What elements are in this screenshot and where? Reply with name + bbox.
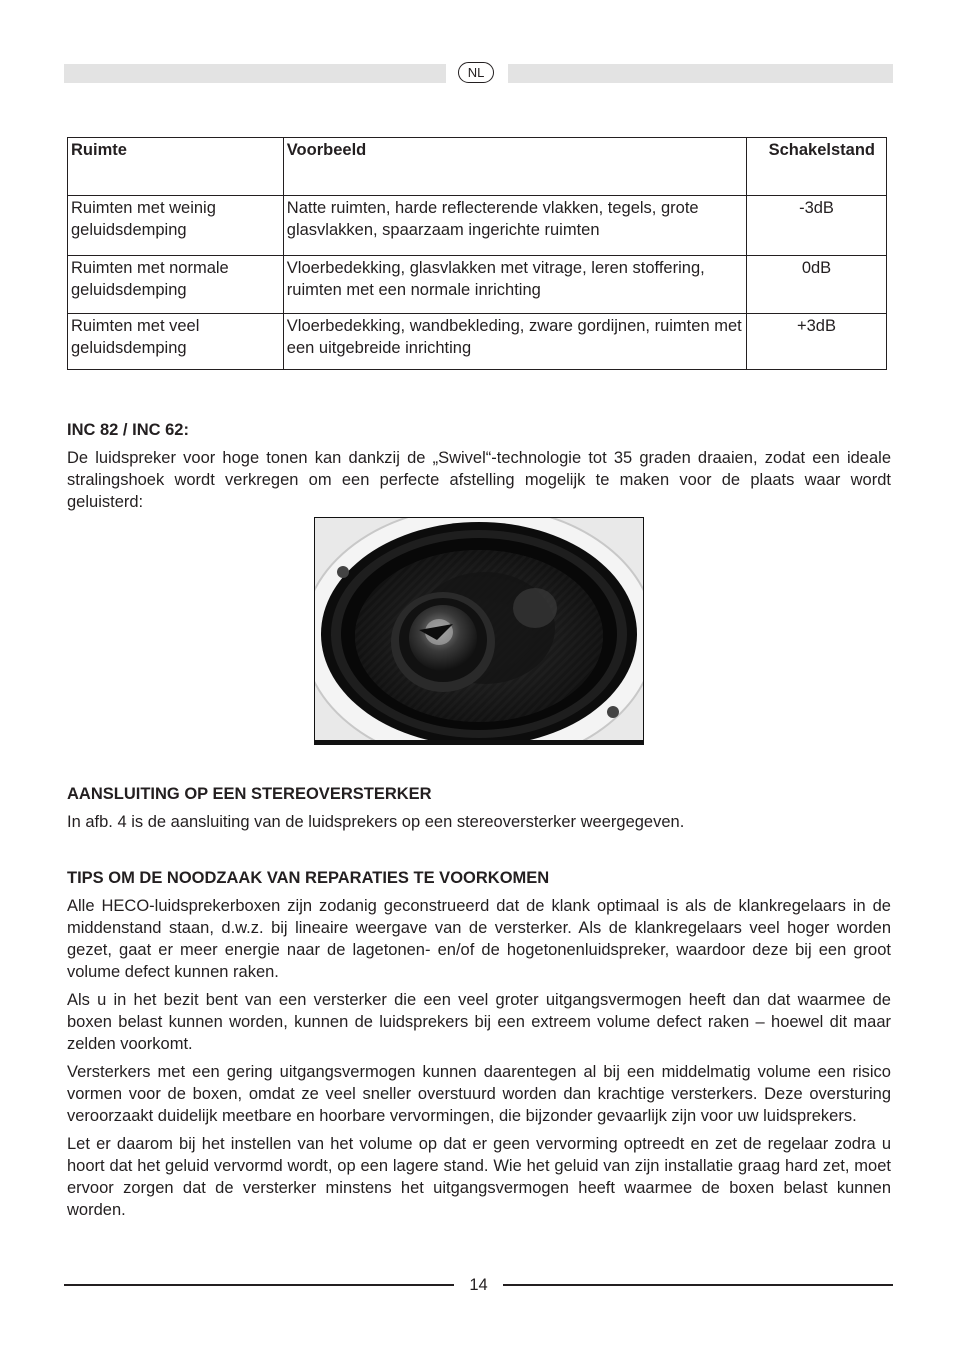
tips-heading: TIPS OM DE NOODZAAK VAN REPARATIES TE VOORKOMEN — [67, 869, 550, 887]
col-header-room: Ruimte — [68, 138, 284, 196]
setting-cell: +3dB — [747, 314, 887, 370]
room-cell: Ruimten met normale geluidsdemping — [68, 256, 284, 314]
setting-cell: 0dB — [747, 256, 887, 314]
footer-rule-right — [503, 1284, 893, 1286]
example-cell: Natte ruimten, harde reflecterende vlakken, tegels, grote glasvlakken, spaarzaam ingerichte ruimten — [283, 196, 746, 256]
col-header-setting: Schakelstand — [747, 138, 887, 196]
inc-paragraph: De luidspreker voor hoge tonen kan dankzij de „Swivel“-technologie tot 35 graden draaien, zodat een ideale stralingshoek wordt verkregen om een perfecte afstelling mogelijk te maken voor de plaats waar wordt geluisterd: — [67, 449, 891, 511]
tips-section — [67, 867, 891, 1221]
language-badge: NL — [458, 62, 494, 83]
room-acoustics-table — [67, 137, 887, 370]
table-row — [68, 314, 887, 370]
footer-rule-left — [64, 1284, 454, 1286]
tips-paragraph: Als u in het bezit bent van een versterker die een veel groter uitgangsvermogen heeft dan dat waarmee de boxen belast kunnen worden, kunnen de luidsprekers bij een extreem volume defect raken – hoewel dit maar zelden voorkomt. — [67, 991, 891, 1053]
example-cell: Vloerbedekking, glasvlakken met vitrage, leren stoffering, ruimten met een normale inrichting — [283, 256, 746, 314]
tips-paragraph: Let er daarom bij het instellen van het volume op dat er geen vervorming optreedt en zet de regelaar zodra u hoort dat het geluid vervormd wordt, op een lagere stand. Wie het geluid van zijn installatie graag hard zet, moet ervoor zorgen dat de versterker minstens het uitgangsvermogen heeft waarmee de boxen belast kunnen worden. — [67, 1135, 891, 1219]
example-cell: Vloerbedekking, wandbekleding, zware gordijnen, ruimten met een uitgebreide inrichting — [283, 314, 746, 370]
inc-section — [67, 419, 891, 513]
col-header-example: Voorbeeld — [283, 138, 746, 196]
table-row — [68, 256, 887, 314]
room-cell: Ruimten met weinig geluidsdemping — [68, 196, 284, 256]
stereo-section — [67, 783, 891, 833]
tips-paragraph: Alle HECO-luidsprekerboxen zijn zodanig geconstrueerd dat de klank optimaal is als de klankregelaars in de middenstand staan, d.w.z. bij lineaire weergave van de versterker. Als de klankregelaars veel hoger worden gezet, gaat er meer energie naar de lagetonen- en/of de hogetonenluidspreker, waardoor deze bij een groot volume defect kunnen raken. — [67, 897, 891, 981]
page-number: 14 — [469, 1276, 488, 1294]
stereo-heading: AANSLUITING OP EEN STEREOVERSTERKER — [67, 785, 432, 803]
setting-cell: -3dB — [747, 196, 887, 256]
tips-paragraph: Versterkers met een gering uitgangsvermogen kunnen daarentegen al bij een middelmatig volume een risico vormen voor de boxen, omdat ze veel sneller overstuurd worden dan krachtige versterkers. Deze oversturing veroorzaakt duidelijk meetbare en hoorbare vervormingen, die bijzonder gevaarlijk zijn voor uw luidsprekers. — [67, 1063, 891, 1125]
inc-heading: INC 82 / INC 62: — [67, 421, 189, 439]
stereo-paragraph: In afb. 4 is de aansluiting van de luidsprekers op een stereoversterker weergegeven. — [67, 813, 685, 831]
table-row — [68, 196, 887, 256]
speaker-illustration — [315, 518, 643, 744]
table-header-row — [68, 138, 887, 196]
header-bar-right — [508, 64, 893, 83]
header-bar-left — [64, 64, 446, 83]
speaker-photo — [314, 517, 644, 745]
room-cell: Ruimten met veel geluidsdemping — [68, 314, 284, 370]
